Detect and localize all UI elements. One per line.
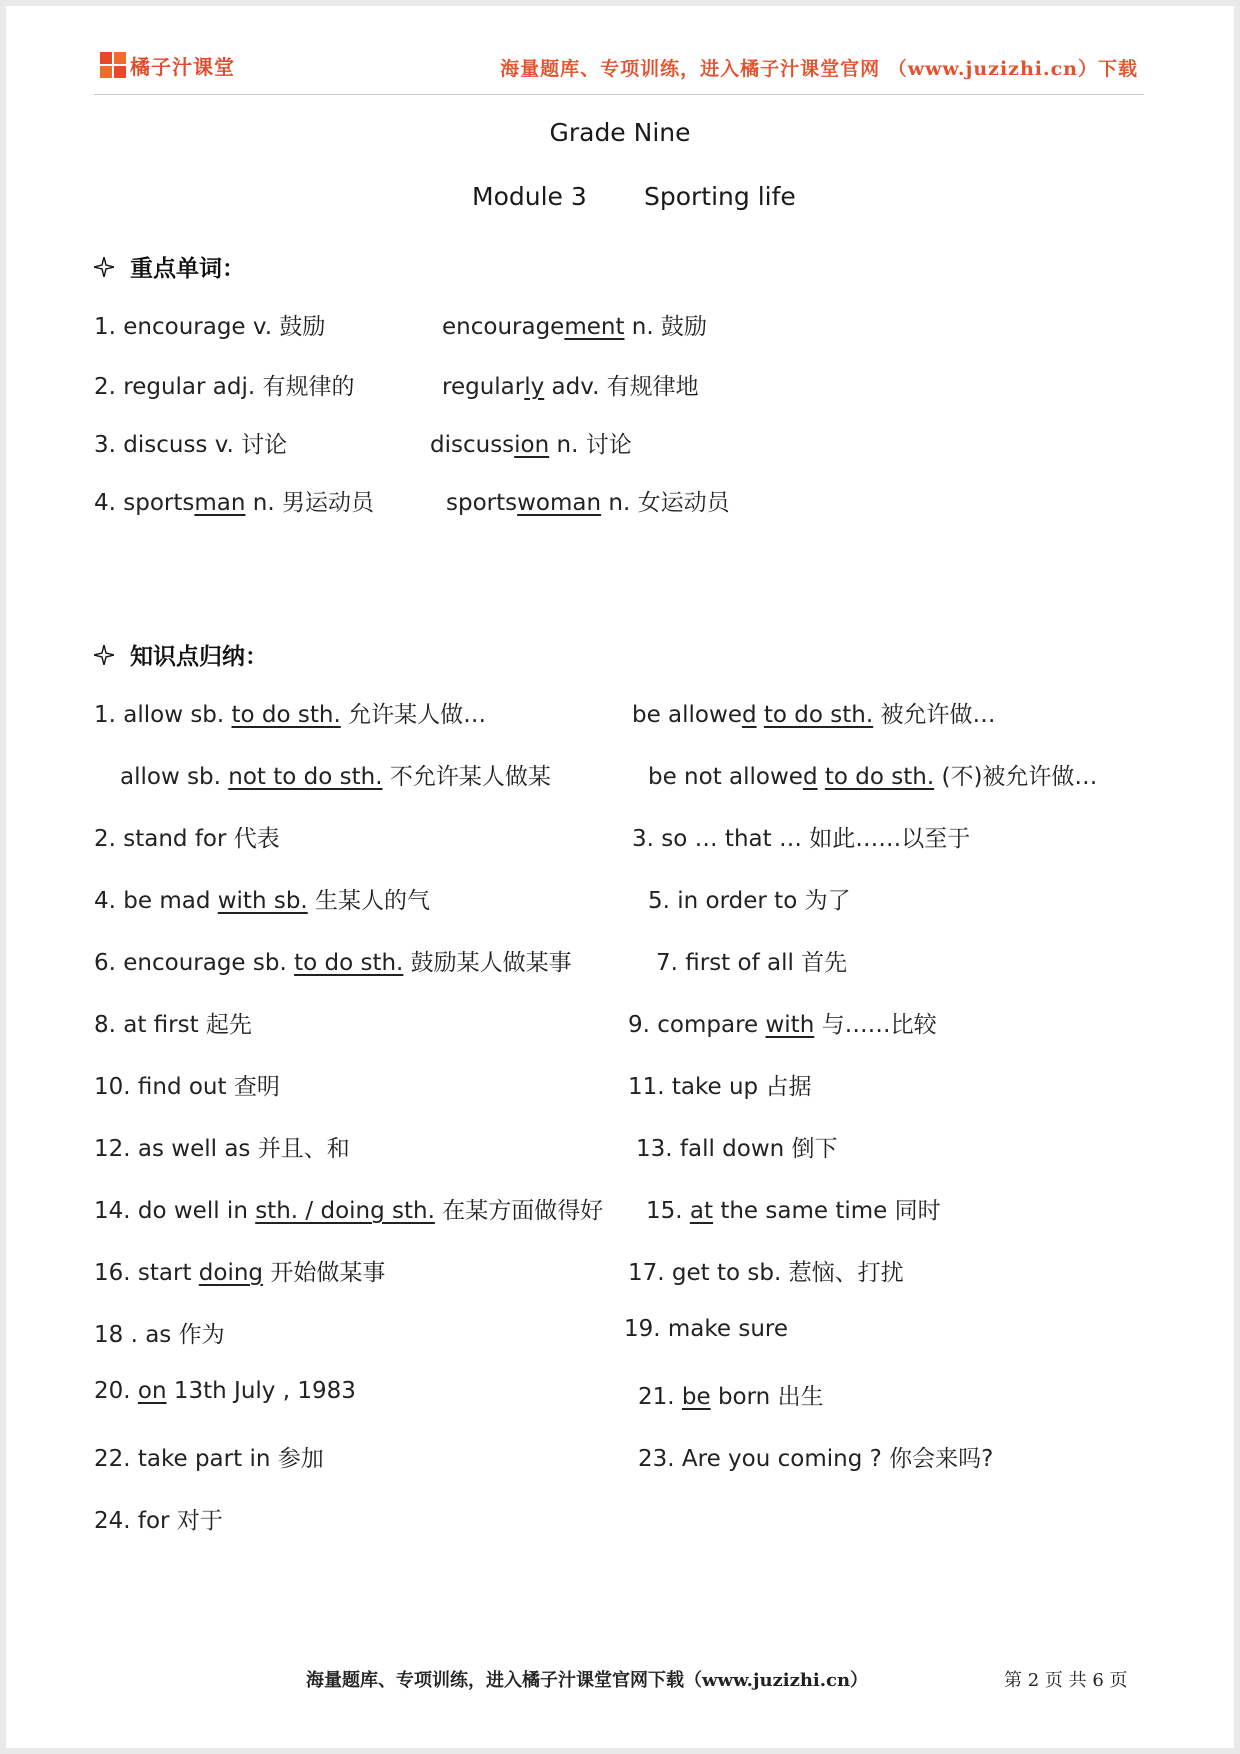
phrase-text: 与……比较	[814, 1012, 937, 1038]
phrase-item	[632, 820, 970, 853]
phrase-key-part: d	[741, 702, 757, 728]
vocab-word	[94, 368, 355, 401]
phrase-item	[120, 758, 551, 791]
vocab-definition: adv. 有规律地	[544, 374, 699, 400]
vocab-word-stem: discuss	[430, 432, 515, 458]
vocab-word-stem: 3. discuss	[94, 432, 208, 458]
sparkle-icon	[94, 257, 114, 277]
phrase-key-part: doing	[198, 1260, 264, 1286]
vocab-word-stem: sports	[446, 490, 518, 516]
phrase-text: 4. be mad	[94, 888, 218, 914]
phrase-item	[656, 944, 847, 977]
phrase-item	[624, 1316, 788, 1342]
vocab-definition: n. 女运动员	[601, 490, 730, 516]
sparkle-icon	[94, 645, 114, 665]
phrase-text: 14. do well in	[94, 1198, 256, 1224]
phrase-key-part: be	[681, 1384, 711, 1410]
phrase-text: 7. first of all 首先	[656, 950, 848, 976]
phrase-text: 22. take part in 参加	[94, 1446, 324, 1472]
phrase-section-heading	[94, 638, 268, 671]
phrase-text: 生某人的气	[307, 888, 431, 914]
vocab-word-suffix: ment	[564, 314, 625, 340]
phrase-key-part: d	[802, 764, 818, 790]
phrase-text: 10. find out 查明	[94, 1074, 280, 1100]
vocab-word	[94, 308, 325, 341]
phrase-text: 被允许做…	[873, 702, 996, 728]
phrase-text: 23. Are you coming ? 你会来吗?	[638, 1446, 994, 1472]
phrase-item	[648, 882, 851, 915]
phrase-item	[94, 1192, 603, 1225]
phrase-text: 18 . as 作为	[94, 1322, 225, 1348]
phrase-text: 在某方面做得好	[434, 1198, 604, 1224]
phrase-key-part: sth. / doing sth.	[255, 1198, 435, 1224]
phrase-text: 6. encourage sb.	[94, 950, 295, 976]
phrase-item	[628, 1006, 937, 1039]
vocab-definition: n. 讨论	[549, 432, 632, 458]
phrase-text: 20.	[94, 1378, 138, 1404]
phrase-text: 8. at first 起先	[94, 1012, 252, 1038]
phrase-item	[94, 1254, 385, 1287]
phrase-text: be allowe	[632, 702, 742, 728]
phrase-item	[94, 1378, 356, 1404]
phrase-text: 13. fall down 倒下	[636, 1136, 838, 1162]
phrase-text: 鼓励某人做某事	[403, 950, 572, 976]
vocab-word-suffix: woman	[517, 490, 602, 516]
phrase-text: 21.	[638, 1384, 682, 1410]
page-title: Grade Nine	[549, 118, 691, 147]
vocab-derived-word	[430, 426, 632, 459]
phrase-text: 允许某人做…	[340, 702, 487, 728]
phrase-key-part: to do sth.	[294, 950, 404, 976]
phrase-item	[94, 1502, 223, 1535]
brand-logo	[100, 50, 235, 80]
phrase-item	[94, 820, 280, 853]
vocab-word-suffix: man	[194, 490, 246, 516]
phrase-text: born 出生	[710, 1384, 824, 1410]
phrase-text: the same time 同时	[713, 1198, 941, 1224]
phrase-item	[94, 1068, 280, 1101]
vocab-derived-word	[442, 308, 707, 341]
phrase-key-part: to do sth.	[231, 702, 341, 728]
phrase-text	[818, 764, 825, 790]
phrase-item	[632, 696, 995, 729]
phrase-text: 12. as well as 并且、和	[94, 1136, 350, 1162]
phrase-text: 5. in order to 为了	[648, 888, 851, 914]
phrase-item	[628, 1254, 904, 1287]
page-header	[94, 48, 1144, 95]
footer-slogan: 海量题库、专项训练，进入橘子汁课堂官网下载（www.juzizhi.cn）	[306, 1670, 869, 1691]
phrase-item	[94, 1006, 252, 1039]
phrase-item	[638, 1378, 824, 1411]
vocab-definition: v. 鼓励	[245, 314, 326, 340]
phrase-text: 2. stand for 代表	[94, 826, 280, 852]
vocab-word-suffix: ly	[524, 374, 545, 400]
phrase-item	[638, 1440, 993, 1473]
phrase-key-part: with	[765, 1012, 815, 1038]
vocab-word	[94, 484, 374, 517]
phrase-key-part: to do sth.	[824, 764, 935, 790]
vocab-derived-word	[446, 484, 730, 517]
vocab-definition: n. 鼓励	[624, 314, 707, 340]
module-label: Module 3	[472, 182, 587, 211]
phrase-text: 19. make sure	[624, 1316, 789, 1342]
page-number: 第 2 页 共 6 页	[1004, 1670, 1128, 1691]
phrase-key-part: to do sth.	[763, 702, 874, 728]
vocab-definition: adj. 有规律的	[205, 374, 355, 400]
phrase-text: 15.	[646, 1198, 690, 1224]
phrase-text: 不允许某人做某	[382, 764, 551, 790]
logo-icon	[100, 52, 126, 78]
phrase-text: 1. allow sb.	[94, 702, 232, 728]
phrase-item	[648, 758, 1097, 791]
phrase-item	[94, 1316, 225, 1349]
phrase-text: 17. get to sb. 惹恼、打扰	[628, 1260, 904, 1286]
phrase-key-part: at	[689, 1198, 714, 1224]
vocab-word	[94, 426, 287, 459]
phrase-text: 9. compare	[628, 1012, 766, 1038]
phrase-item	[628, 1068, 811, 1101]
phrase-key-part: with sb.	[217, 888, 308, 914]
vocab-word-stem: 4. sports	[94, 490, 195, 516]
vocab-word-stem: encourage	[442, 314, 565, 340]
phrase-text: allow sb.	[120, 764, 229, 790]
phrase-text: 24. for 对于	[94, 1508, 223, 1534]
vocab-heading-text: 重点单词：	[130, 256, 245, 282]
phrase-text	[757, 702, 764, 728]
phrase-key-part: on	[137, 1378, 167, 1404]
vocab-definition: v. 讨论	[207, 432, 288, 458]
vocab-word-stem: 1. encourage	[94, 314, 246, 340]
document-page	[6, 6, 1234, 1748]
phrase-text: (不)被允许做…	[934, 764, 1098, 790]
phrase-text: 13th July , 1983	[166, 1378, 356, 1404]
phrase-key-part: not to do sth.	[228, 764, 383, 790]
vocab-definition: n. 男运动员	[245, 490, 374, 516]
phrase-item	[646, 1192, 941, 1225]
logo-text: 橘子汁课堂	[130, 54, 235, 79]
vocab-section-heading	[94, 250, 245, 283]
phrase-text: 开始做某事	[263, 1260, 386, 1286]
module-name: Sporting life	[644, 182, 796, 211]
phrase-text: be not allowe	[648, 764, 803, 790]
phrase-item	[94, 882, 430, 915]
phrase-text: 3. so … that … 如此……以至于	[632, 826, 971, 852]
phrase-text: 16. start	[94, 1260, 199, 1286]
phrase-text: 11. take up 占据	[628, 1074, 812, 1100]
header-slogan: 海量题库、专项训练，进入橘子汁课堂官网 （www.juzizhi.cn）下载	[500, 58, 1138, 80]
phrase-heading-text: 知识点归纳：	[130, 644, 268, 670]
vocab-word-suffix: ion	[514, 432, 550, 458]
vocab-word-stem: regular	[442, 374, 525, 400]
vocab-derived-word	[442, 368, 699, 401]
phrase-item	[94, 696, 486, 729]
phrase-item	[636, 1130, 838, 1163]
phrase-item	[94, 1130, 350, 1163]
vocab-word-stem: 2. regular	[94, 374, 206, 400]
phrase-item	[94, 944, 572, 977]
phrase-item	[94, 1440, 324, 1473]
